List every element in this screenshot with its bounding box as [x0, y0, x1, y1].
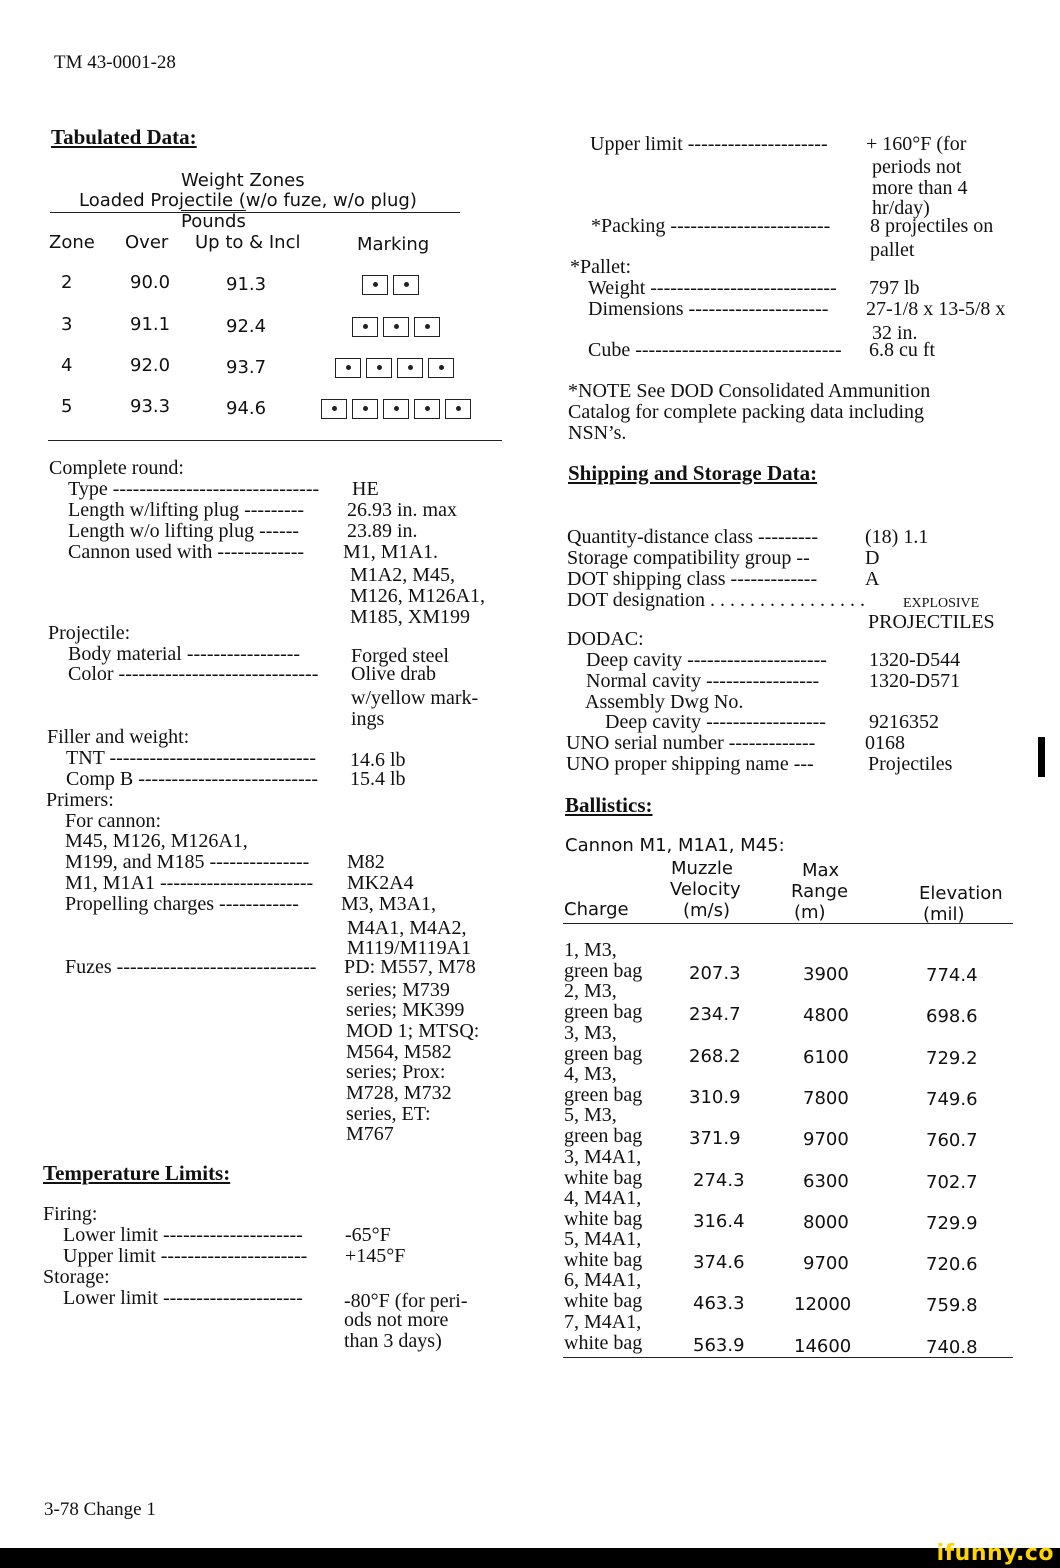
charge-line-2: green bag: [564, 1083, 643, 1106]
max-range-cell: 14600: [794, 1335, 852, 1357]
pallet-weight-value: 797 lb: [869, 277, 920, 299]
marking-box: [414, 317, 440, 337]
cannon-used-label: Cannon used with -------------: [68, 541, 305, 563]
type-value: HE: [352, 478, 379, 500]
firing-lower-label: Lower limit ---------------------: [63, 1224, 303, 1246]
assembly-deep-value: 9216352: [869, 711, 939, 733]
length-with-plug-label: Length w/lifting plug ---------: [68, 499, 305, 521]
elevation-cell: 729.9: [926, 1212, 978, 1234]
storage-group-value: D: [865, 547, 880, 569]
length-with-plug-value: 26.93 in. max: [347, 499, 457, 521]
max-range-cell: 8000: [803, 1211, 849, 1233]
firing-upper-value: +145°F: [345, 1245, 406, 1267]
storage-label: Storage:: [43, 1266, 110, 1288]
watermark: ifunny.co: [936, 1541, 1054, 1566]
fuzes-value-line: series; M739: [346, 979, 450, 1001]
marking-box: [414, 399, 440, 419]
marking-box: [321, 399, 347, 419]
temperature-limits-heading: Temperature Limits:: [43, 1161, 231, 1185]
marking-box: [383, 317, 409, 337]
col-range-3: (m): [794, 902, 826, 923]
normal-cavity-label: Normal cavity -----------------: [586, 670, 820, 692]
charge-line-1: 1, M3,: [564, 939, 617, 961]
dot-designation-value: EXPLOSIVE: [903, 596, 980, 611]
ballistics-bottom-rule: [563, 1357, 1013, 1358]
charge-line-1: 5, M4A1,: [564, 1228, 642, 1251]
marking-box: [445, 399, 471, 419]
charge-line-2: green bag: [564, 1125, 643, 1148]
zone-marking: [362, 275, 419, 295]
col-muzzle-1: Muzzle: [671, 858, 733, 879]
marking-box: [366, 358, 392, 378]
elevation-cell: 749.6: [926, 1088, 978, 1110]
charge-line-1: 3, M4A1,: [564, 1145, 642, 1168]
deep-cavity-value: 1320-D544: [869, 649, 961, 671]
elevation-cell: 774.4: [926, 965, 978, 986]
dot-designation-label: DOT designation . . . . . . . . . . . . . . . .: [567, 589, 865, 611]
primer-m82-label: M199, and M185 ---------------: [65, 851, 310, 873]
zone-cell: 2: [61, 272, 73, 293]
charge-line-1: 7, M4A1,: [564, 1310, 642, 1333]
body-material-label: Body material -----------------: [68, 643, 301, 665]
bottom-strip: [0, 1548, 1060, 1568]
primer-cannons-line: M45, M126, M126A1,: [65, 830, 248, 852]
col-charge: Charge: [564, 899, 629, 920]
packing-note-3: NSN’s.: [568, 422, 627, 444]
dot-class-value: A: [865, 568, 880, 590]
pallet-label: *Pallet:: [570, 256, 632, 278]
col-elevation-2: (mil): [923, 904, 965, 925]
pallet-cube-label: Cube -------------------------------: [588, 339, 842, 361]
col-muzzle-2: Velocity: [670, 879, 741, 900]
col-upto-header: Up to & Incl: [195, 232, 301, 253]
tnt-value: 14.6 lb: [350, 749, 406, 771]
storage-lower-label: Lower limit ---------------------: [63, 1287, 303, 1309]
muzzle-velocity-cell: 274.3: [693, 1169, 745, 1191]
max-range-cell: 7800: [803, 1087, 849, 1109]
muzzle-velocity-cell: 371.9: [689, 1128, 741, 1150]
charge-line-1: 2, M3,: [564, 980, 617, 1003]
complete-round-label: Complete round:: [49, 457, 184, 479]
charge-line-2: green bag: [564, 1001, 643, 1024]
storage-upper-label: Upper limit ---------------------: [590, 133, 828, 155]
col-marking-header: Marking: [357, 234, 430, 255]
pounds-label: Pounds: [181, 211, 246, 232]
table-bottom-rule: [48, 440, 502, 441]
storage-lower-value-3: than 3 days): [344, 1330, 442, 1352]
elevation-cell: 759.8: [926, 1295, 978, 1317]
storage-lower-value-2: ods not more: [344, 1309, 449, 1331]
primer-mk2a4-label: M1, M1A1 -----------------------: [65, 872, 314, 894]
marking-box: [428, 358, 454, 378]
uno-name-label: UNO proper shipping name ---: [566, 753, 814, 775]
charge-line-2: green bag: [564, 960, 643, 982]
col-muzzle-3: (m/s): [683, 900, 731, 921]
for-cannon-label: For cannon:: [65, 810, 162, 832]
marking-box: [393, 275, 419, 295]
max-range-cell: 9700: [803, 1253, 849, 1275]
weight-zones-title: Weight Zones: [181, 170, 305, 191]
marking-box: [352, 317, 378, 337]
primers-label: Primers:: [46, 789, 114, 811]
muzzle-velocity-cell: 563.9: [693, 1334, 745, 1356]
ballistics-heading: Ballistics:: [565, 793, 653, 817]
zone-marking: [335, 358, 454, 378]
length-without-plug-label: Length w/o lifting plug ------: [68, 520, 300, 542]
dodac-label: DODAC:: [567, 628, 644, 650]
marking-box: [383, 399, 409, 419]
dot-designation-value-2: PROJECTILES: [868, 611, 995, 633]
over-cell: 91.1: [130, 314, 171, 335]
storage-upper-value-1: + 160°F (for: [866, 133, 967, 155]
col-range-2: Range: [791, 881, 849, 902]
primer-m82-value: M82: [347, 851, 385, 873]
charge-line-2: white bag: [564, 1207, 643, 1230]
zone-cell: 4: [61, 355, 73, 376]
weight-zones-subtitle: Loaded Projectile (w/o fuze, w/o plug): [79, 190, 417, 211]
packing-note-2: Catalog for complete packing data including: [568, 401, 924, 423]
over-cell: 90.0: [130, 272, 171, 293]
charge-line-2: white bag: [564, 1249, 643, 1272]
charge-line-2: green bag: [564, 1042, 643, 1065]
fuzes-value-line: series; Prox:: [346, 1061, 446, 1083]
muzzle-velocity-cell: 316.4: [693, 1210, 745, 1232]
color-value-3: ings: [351, 708, 385, 730]
fuzes-value-line: M564, M582: [346, 1041, 452, 1063]
elevation-cell: 740.8: [926, 1336, 978, 1358]
charge-line-1: 4, M4A1,: [564, 1186, 642, 1209]
propelling-charges-value-1: M3, M3A1,: [341, 893, 437, 915]
marking-box: [362, 275, 388, 295]
uno-name-value: Projectiles: [868, 753, 953, 775]
charge-line-1: 3, M3,: [564, 1021, 617, 1044]
fuzes-value-line: MOD 1; MTSQ:: [346, 1020, 480, 1042]
charge-line-1: 6, M4A1,: [564, 1269, 642, 1292]
cannon-used-value-4: M185, XM199: [350, 606, 471, 628]
cannon-used-value-3: M126, M126A1,: [350, 585, 486, 607]
color-value-2: w/yellow mark-: [351, 687, 479, 709]
fuzes-value-line: PD: M557, M78: [344, 956, 476, 978]
deep-cavity-label: Deep cavity ---------------------: [586, 649, 827, 671]
pallet-cube-value: 6.8 cu ft: [869, 339, 936, 361]
uno-serial-label: UNO serial number -------------: [566, 732, 816, 754]
max-range-cell: 12000: [794, 1294, 852, 1316]
muzzle-velocity-cell: 310.9: [689, 1086, 741, 1108]
packing-value-1: 8 projectiles on: [870, 215, 994, 237]
zone-cell: 5: [61, 396, 73, 417]
fuzes-label: Fuzes ------------------------------: [65, 956, 317, 978]
charge-line-1: 4, M3,: [564, 1062, 617, 1085]
storage-upper-value-3: more than 4: [872, 177, 968, 199]
ballistics-cannon-label: Cannon M1, M1A1, M45:: [565, 835, 785, 856]
upto-cell: 93.7: [226, 357, 267, 378]
firing-upper-label: Upper limit ----------------------: [63, 1245, 308, 1267]
cannon-used-value-1: M1, M1A1.: [343, 541, 439, 563]
max-range-cell: 6100: [803, 1046, 849, 1068]
length-without-plug-value: 23.89 in.: [347, 520, 418, 542]
propelling-charges-label: Propelling charges ------------: [65, 893, 299, 915]
fuzes-value-line: series; MK399: [346, 999, 465, 1021]
filler-label: Filler and weight:: [47, 726, 190, 748]
assembly-dwg-label: Assembly Dwg No.: [585, 691, 744, 713]
charge-line-2: white bag: [564, 1331, 643, 1354]
cannon-used-value-2: M1A2, M45,: [350, 564, 456, 586]
primer-mk2a4-value: MK2A4: [347, 872, 414, 894]
muzzle-velocity-cell: 463.3: [693, 1293, 745, 1315]
elevation-cell: 698.6: [926, 1006, 978, 1028]
page-footer: 3-78 Change 1: [44, 1499, 156, 1520]
pallet-dimensions-value-2: 32 in.: [872, 322, 918, 344]
max-range-cell: 4800: [803, 1005, 849, 1027]
storage-upper-value-2: periods not: [872, 156, 962, 178]
storage-group-label: Storage compatibility group --: [567, 547, 810, 569]
propelling-charges-value-3: M119/M119A1: [347, 937, 472, 959]
fuzes-value-line: M767: [346, 1123, 394, 1145]
muzzle-velocity-cell: 234.7: [689, 1004, 741, 1026]
max-range-cell: 6300: [803, 1170, 849, 1192]
qd-class-value: (18) 1.1: [865, 526, 929, 548]
col-range-1: Max: [802, 860, 840, 881]
elevation-cell: 702.7: [926, 1171, 978, 1193]
fuzes-value-line: M728, M732: [346, 1082, 452, 1104]
packing-label: *Packing ------------------------: [591, 215, 831, 237]
color-value-1: Olive drab: [351, 663, 436, 685]
pallet-dimensions-value-1: 27-1/8 x 13-5/8 x: [866, 298, 1006, 320]
upto-cell: 91.3: [226, 274, 267, 295]
tnt-label: TNT -------------------------------: [66, 747, 316, 769]
elevation-cell: 729.2: [926, 1047, 978, 1069]
elevation-cell: 720.6: [926, 1254, 978, 1276]
ballistics-header-rule: [563, 923, 1013, 924]
marking-box: [352, 399, 378, 419]
storage-upper-value-4: hr/day): [872, 197, 930, 219]
over-cell: 92.0: [130, 355, 171, 376]
charge-line-2: white bag: [564, 1166, 643, 1189]
comp-b-value: 15.4 lb: [350, 768, 406, 790]
muzzle-velocity-cell: 207.3: [689, 963, 741, 984]
body-material-value: Forged steel: [351, 645, 449, 667]
qd-class-label: Quantity-distance class ---------: [567, 526, 818, 548]
zone-marking: [352, 317, 440, 337]
col-zone-header: Zone: [49, 232, 95, 253]
muzzle-velocity-cell: 268.2: [689, 1045, 741, 1067]
pallet-dimensions-label: Dimensions ---------------------: [588, 298, 829, 320]
charge-line-1: 5, M3,: [564, 1104, 617, 1127]
packing-note-1: *NOTE See DOD Consolidated Ammunition: [568, 380, 931, 402]
color-label: Color ------------------------------: [68, 663, 319, 685]
table-top-rule: [50, 212, 460, 213]
col-elevation-1: Elevation: [919, 883, 1003, 904]
storage-lower-value-1: -80°F (for peri-: [344, 1290, 468, 1312]
pallet-weight-label: Weight ----------------------------: [588, 277, 837, 299]
shipping-storage-heading: Shipping and Storage Data:: [568, 461, 818, 485]
comp-b-label: Comp B ---------------------------: [66, 768, 319, 790]
document-number: TM 43-0001-28: [54, 52, 176, 73]
firing-lower-value: -65°F: [345, 1224, 391, 1246]
marking-box: [335, 358, 361, 378]
col-over-header: Over: [125, 232, 169, 253]
type-label: Type -------------------------------: [68, 478, 320, 500]
charge-line-2: white bag: [564, 1290, 643, 1313]
muzzle-velocity-cell: 374.6: [693, 1252, 745, 1274]
assembly-deep-label: Deep cavity ------------------: [605, 711, 826, 733]
projectile-label: Projectile:: [48, 622, 131, 644]
change-bar: [1038, 737, 1045, 777]
uno-serial-value: 0168: [865, 732, 905, 754]
upto-cell: 94.6: [226, 398, 267, 419]
firing-label: Firing:: [43, 1203, 98, 1225]
upto-cell: 92.4: [226, 316, 267, 337]
fuzes-value-line: series, ET:: [346, 1103, 431, 1125]
dot-class-label: DOT shipping class -------------: [567, 568, 818, 590]
over-cell: 93.3: [130, 396, 171, 417]
tabulated-data-heading: Tabulated Data:: [51, 125, 197, 149]
propelling-charges-value-2: M4A1, M4A2,: [347, 917, 467, 939]
zone-cell: 3: [61, 314, 73, 335]
zone-marking: [321, 399, 471, 419]
max-range-cell: 3900: [803, 964, 849, 985]
marking-box: [397, 358, 423, 378]
normal-cavity-value: 1320-D571: [869, 670, 961, 692]
elevation-cell: 760.7: [926, 1130, 978, 1152]
max-range-cell: 9700: [803, 1129, 849, 1151]
packing-value-2: pallet: [870, 239, 915, 261]
